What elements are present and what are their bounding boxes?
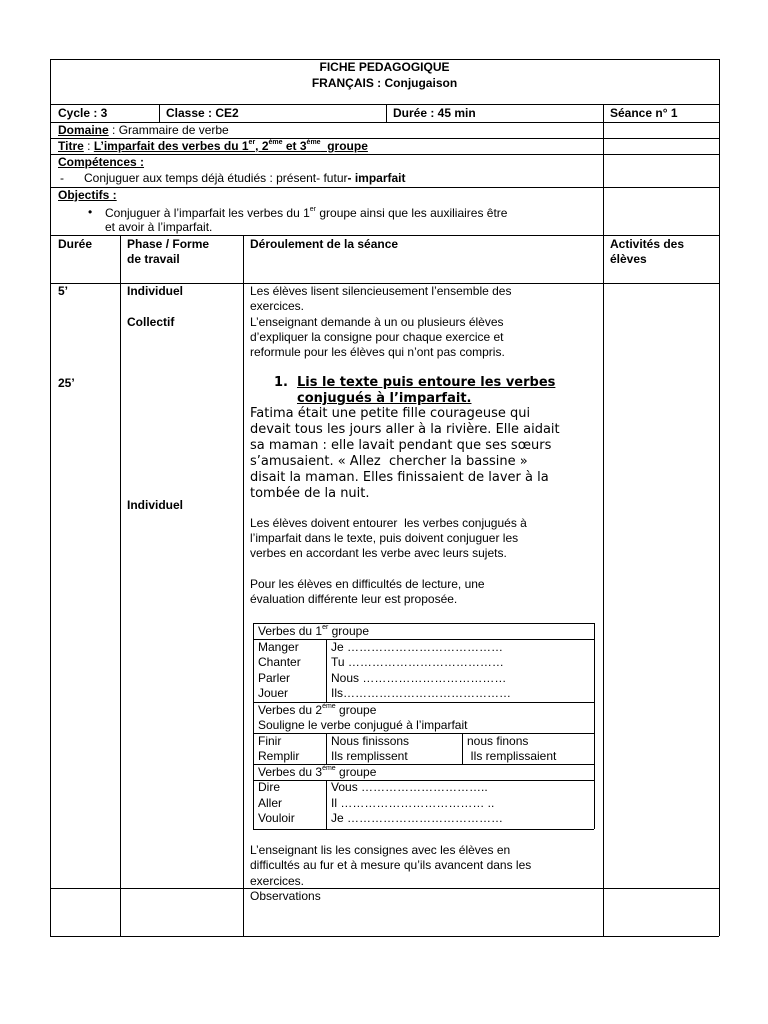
group-header-text: groupe xyxy=(335,703,377,717)
option-cell: Nous finissons xyxy=(331,734,410,748)
verb-cell: Vouloir xyxy=(258,811,295,825)
verb-cell: Jouer xyxy=(258,686,289,700)
group-header-sup: er xyxy=(322,624,329,631)
answer-cell: Tu ………………………………… xyxy=(331,655,504,669)
competences-text-bold: - imparfait xyxy=(347,171,406,185)
deroulement-line: verbes en accordant les verbe avec leurs sujets. xyxy=(250,546,507,560)
duree-label: Durée : 45 min xyxy=(393,106,476,120)
titre-sup: ème xyxy=(306,139,321,146)
group-header xyxy=(258,624,369,639)
exercise-table-border xyxy=(462,733,463,764)
table-border xyxy=(50,888,719,889)
objectif-text: Conjuguer à l’imparfait les verbes du 1 xyxy=(105,206,310,220)
story-line: sa maman : elle lavait pendant que ses sœurs xyxy=(250,438,552,453)
table-border xyxy=(120,235,121,936)
exercise-table-border xyxy=(326,733,327,764)
objectifs-label: Objectifs : xyxy=(58,188,117,202)
story-line: Fatima était une petite fille courageuse qui xyxy=(250,406,531,421)
deroulement-line: exercices. xyxy=(250,299,305,313)
duration-value: 25’ xyxy=(58,376,75,390)
deroulement-line: exercices. xyxy=(250,874,305,888)
titre-sup: er xyxy=(248,139,256,146)
domaine-label: Domaine xyxy=(58,123,109,137)
group-header-text: groupe xyxy=(328,624,369,638)
answer-cell: Nous ……………………………… xyxy=(331,671,507,685)
titre-part: L’imparfait des verbes du 1 xyxy=(93,139,249,153)
group-header-text: Verbes du 3 xyxy=(258,765,323,779)
table-border xyxy=(159,104,160,122)
exercise-table-border xyxy=(326,780,327,829)
answer-cell: Je ………………………………… xyxy=(331,640,504,654)
observations-label: Observations xyxy=(250,889,321,903)
competences-text xyxy=(84,171,406,186)
column-header-phase: Phase / Forme xyxy=(127,237,210,251)
titre-sup: ème xyxy=(268,139,283,146)
exercise-title: conjugués à l’imparfait. xyxy=(297,391,472,406)
titre-row xyxy=(58,139,368,154)
phase-value: Collectif xyxy=(127,315,175,329)
verb-cell: Remplir xyxy=(258,749,300,763)
column-header-deroulement: Déroulement de la séance xyxy=(250,237,399,251)
titre-part: , 2 xyxy=(255,139,269,153)
domaine-value: : Grammaire de verbe xyxy=(108,123,229,137)
deroulement-line: évaluation différente leur est proposée. xyxy=(250,592,458,606)
deroulement-line: d’expliquer la consigne pour chaque exercice et xyxy=(250,330,504,344)
group-header-text: Verbes du 2 xyxy=(258,703,323,717)
table-border xyxy=(50,104,719,105)
exercise-number: 1. xyxy=(274,375,288,390)
answer-cell: Je ………………………………… xyxy=(331,811,504,825)
option-cell: nous finons xyxy=(467,734,529,748)
verb-cell: Aller xyxy=(258,796,283,810)
answer-cell: Il ……………………………… .. xyxy=(331,796,495,810)
column-header-activites: Activités des xyxy=(610,237,685,251)
titre-part: et 3 xyxy=(282,139,307,153)
group-header-sup: ème xyxy=(322,765,336,772)
group-header-text: groupe xyxy=(335,765,377,779)
domaine-row xyxy=(58,123,229,138)
group-header xyxy=(258,703,376,718)
story-line: tombée de la nuit. xyxy=(250,486,370,501)
story-line: devait tous les jours aller à la rivière. Elle aidait xyxy=(250,422,560,437)
table-border xyxy=(50,59,51,936)
option-cell: Ils remplissent xyxy=(331,749,408,763)
deroulement-line: Les élèves lisent silencieusement l’ensemble des xyxy=(250,284,512,298)
objectif-sup: er xyxy=(309,206,317,213)
table-border xyxy=(386,104,387,122)
group-instruction: Souligne le verbe conjugué à l’imparfait xyxy=(258,718,468,732)
column-header-activites: élèves xyxy=(610,252,647,266)
table-border xyxy=(719,59,720,936)
page-title: FICHE PEDAGOGIQUE xyxy=(319,60,450,74)
titre-label: Titre xyxy=(58,139,84,153)
verb-cell: Finir xyxy=(258,734,282,748)
table-border xyxy=(603,104,604,936)
deroulement-line: L’enseignant demande à un ou plusieurs élèves xyxy=(250,315,504,329)
group-header xyxy=(258,765,376,780)
table-border xyxy=(243,235,244,936)
group-header-text: Verbes du 1 xyxy=(258,624,323,638)
exercise-table-border xyxy=(253,829,594,830)
group-header-sup: ème xyxy=(322,703,336,710)
phase-value: Individuel xyxy=(127,498,184,512)
objectif-text: groupe ainsi que les auxiliaires être xyxy=(316,206,508,220)
verb-cell: Parler xyxy=(258,671,291,685)
titre-separator: : xyxy=(83,139,94,153)
classe-label: Classe : CE2 xyxy=(166,106,239,120)
verb-cell: Chanter xyxy=(258,655,301,669)
exercise-table-border xyxy=(253,733,594,734)
verb-cell: Manger xyxy=(258,640,299,654)
table-border xyxy=(50,235,719,236)
answer-cell: Ils…………………………………… xyxy=(331,686,511,700)
deroulement-line: reformule pour les élèves qui n’ont pas compris. xyxy=(250,345,505,359)
duration-value: 5’ xyxy=(58,284,69,298)
titre-value xyxy=(94,139,368,153)
exercise-table-border xyxy=(253,623,254,829)
phase-value: Individuel xyxy=(127,284,184,298)
exercise-table-border xyxy=(594,623,595,829)
page-subtitle: FRANÇAIS : Conjugaison xyxy=(311,76,458,90)
seance-label: Séance n° 1 xyxy=(610,106,678,120)
titre-part: groupe xyxy=(320,139,368,153)
competences-text-main: Conjuguer aux temps déjà étudiés : présent- futur xyxy=(84,171,348,185)
objectif-line: et avoir à l’imparfait. xyxy=(105,220,213,234)
story-line: s’amusaient. « Allez chercher la bassine » xyxy=(250,454,528,469)
table-border xyxy=(50,154,719,155)
competences-dash: - xyxy=(60,171,64,185)
answer-cell: Vous ………………………….. xyxy=(331,780,488,794)
verb-cell: Dire xyxy=(258,780,281,794)
story-line: disait la maman. Elles finissaient de laver à la xyxy=(250,470,549,485)
exercise-title: Lis le texte puis entoure les verbes xyxy=(297,375,556,390)
cycle-label: Cycle : 3 xyxy=(58,106,108,120)
exercise-table-border xyxy=(326,639,327,702)
deroulement-line: l’imparfait dans le texte, puis doivent conjuguer les xyxy=(250,531,519,545)
table-border xyxy=(50,187,719,188)
table-border xyxy=(50,936,719,937)
column-header-phase: de travail xyxy=(127,252,180,266)
objectif-line xyxy=(105,206,507,221)
competences-label: Compétences : xyxy=(58,155,145,169)
deroulement-line: difficultés au fur et à mesure qu’ils avancent dans les xyxy=(250,858,532,872)
deroulement-line: Les élèves doivent entourer les verbes conjugués à xyxy=(250,516,527,530)
deroulement-line: Pour les élèves en difficultés de lecture, une xyxy=(250,577,485,591)
option-cell: Ils remplissaient xyxy=(467,749,557,763)
bullet-icon: • xyxy=(88,205,93,219)
deroulement-line: L’enseignant lis les consignes avec les élèves en xyxy=(250,843,511,857)
column-header-duree: Durée xyxy=(58,237,93,251)
